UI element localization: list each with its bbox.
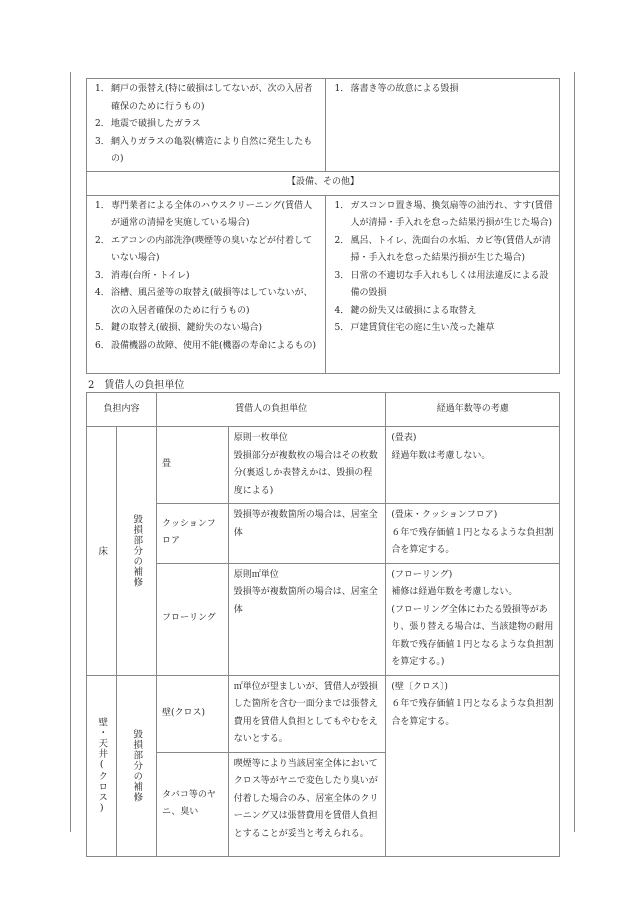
landlord-burden-cell <box>87 195 326 373</box>
list-number: 3． <box>95 136 110 147</box>
burden-unit-table <box>86 392 560 857</box>
list-number: 1． <box>95 84 110 94</box>
aging-cell: (フローリング) 補修は経過年数を考慮しない。 (フローリング全体にわたる毀損等があり、張り替える場合は、当該建物の耐用年数で残存価値１円となるような負担割を算定する。) <box>386 563 560 675</box>
list-number: 1． <box>334 200 350 211</box>
list-text: 日常の不適切な手入れもしくは用法違反による設備の毀損 <box>350 270 549 298</box>
list-number: 2． <box>334 235 350 246</box>
unit-cell: 原則㎡単位 毀損等が複数箇所の場合は、居室全体 <box>228 563 386 675</box>
area-floor: 床 <box>87 427 117 676</box>
list-text: ガスコンロ置き場、換気扇等の油汚れ、すす(賃借人が清掃・手入れを怠った結果汚損が生じた場合) <box>350 200 553 228</box>
left-margin-line <box>70 72 71 832</box>
item-cell: フローリング <box>156 563 228 675</box>
aging-cell: (畳床・クッションフロア) ６年で残存価値１円となるような負担割合を算定する。 <box>386 504 560 564</box>
item-cell: 畳 <box>156 427 228 504</box>
aging-cell: (壁〔クロス〕) ６年で残存価値１円となるような負担割合を算定する。 <box>386 675 560 856</box>
list-number: 3． <box>334 270 350 281</box>
list-number: 1． <box>334 84 350 94</box>
list-item <box>93 285 319 320</box>
category-header: 【設備、その他】 <box>87 171 560 195</box>
list-text: 浴槽、風呂釜等の取替え(破損等はしていないが、次の入居者確保のために行うもの) <box>111 288 313 316</box>
table-row <box>87 79 560 172</box>
list-text: 網戸の張替え(特に破損はしてないが、次の入居者確保のために行うもの) <box>111 84 313 112</box>
header-content: 負担内容 <box>87 393 157 427</box>
item-cell: タバコ等のヤニ、臭い <box>156 752 228 856</box>
deterioration-table <box>86 78 560 374</box>
list-item <box>332 303 553 321</box>
unit-cell: 毀損等が複数箇所の場合は、居室全体 <box>228 504 386 564</box>
list-number: 2． <box>95 235 110 246</box>
table-row <box>87 675 560 752</box>
header-aging: 経過年数等の考慮 <box>386 393 560 427</box>
tenant-burden-cell <box>326 79 560 172</box>
section-heading: 2 賃借人の負担単位 <box>88 380 185 391</box>
list-text: 風呂、トイレ、洗面台の水垢、カビ等(賃借人が清掃・手入れを怠った結果汚損が生じた場合) <box>350 235 551 263</box>
header-unit: 賃借人の負担単位 <box>156 393 385 427</box>
list-item <box>93 134 319 169</box>
table-row <box>87 563 560 675</box>
list-item <box>93 116 319 134</box>
list-item <box>332 268 553 303</box>
list-number: 4． <box>95 288 110 298</box>
list-item <box>332 198 553 233</box>
list-item <box>332 81 553 99</box>
table-row <box>87 427 560 504</box>
area-wall: 壁・天井(クロス) <box>87 675 117 856</box>
unit-cell: ㎡単位が望ましいが、賃借人が毀損した箇所を含む一面分までは張替え費用を賃借人負担としてもやむをえないとする。 <box>228 675 386 752</box>
table-row <box>87 171 560 195</box>
list-item <box>93 320 319 338</box>
list-item <box>93 338 319 356</box>
landlord-burden-cell <box>87 79 326 172</box>
list-number: 4． <box>334 305 350 316</box>
list-text: 鍵の紛失又は破損による取替え <box>350 305 477 316</box>
table-row <box>87 195 560 373</box>
list-item <box>93 268 319 286</box>
list-text: 消毒(台所・トイレ) <box>111 270 190 281</box>
item-cell: クッションフロア <box>156 504 228 564</box>
list-text: 設備機器の故障、使用不能(機器の寿命によるもの) <box>111 340 317 351</box>
list-item <box>93 81 319 116</box>
list-item <box>93 233 319 268</box>
table-header-row <box>87 393 560 427</box>
tenant-burden-cell <box>326 195 560 373</box>
list-number: 1． <box>95 200 110 211</box>
list-number: 5． <box>334 323 350 333</box>
list-number: 5． <box>95 323 110 333</box>
list-text: 専門業者による全体のハウスクリーニング(賃借人が通常の清掃を実施している場合) <box>111 200 313 228</box>
sub-floor: 毀損部分の補修 <box>116 427 156 676</box>
list-item <box>93 198 319 233</box>
list-number: 6． <box>95 340 110 351</box>
list-text: 網入りガラスの亀裂(構造により自然に発生したもの) <box>111 136 313 164</box>
list-text: 地震で破損したガラス <box>111 119 201 129</box>
sub-wall: 毀損部分の補修 <box>116 675 156 856</box>
list-text: エアコンの内部洗浄(喫煙等の臭いなどが付着していない場合) <box>111 235 313 263</box>
item-cell: 壁(クロス) <box>156 675 228 752</box>
right-margin-line <box>574 72 575 832</box>
list-text: 落書き等の故意による毀損 <box>350 84 459 94</box>
list-text: 鍵の取替え(破損、鍵紛失のない場合) <box>111 323 263 333</box>
aging-cell: (畳表) 経過年数は考慮しない。 <box>386 427 560 504</box>
list-item <box>332 320 553 338</box>
table-row <box>87 504 560 564</box>
list-text: 戸建賃貸住宅の庭に生い茂った雑草 <box>350 323 495 333</box>
list-number: 2． <box>95 119 110 129</box>
list-item <box>332 233 553 268</box>
list-number: 3． <box>95 270 110 281</box>
unit-cell: 原則一枚単位 毀損部分が複数枚の場合はその枚数分(裏返しか表替えかは、毀損の程度による) <box>228 427 386 504</box>
unit-cell: 喫煙等により当該居室全体においてクロス等がヤニで変色したり臭いが付着した場合のみ、居室全体のクリーニング又は張替費用を賃借人負担とすることが妥当と考えられる。 <box>228 752 386 856</box>
